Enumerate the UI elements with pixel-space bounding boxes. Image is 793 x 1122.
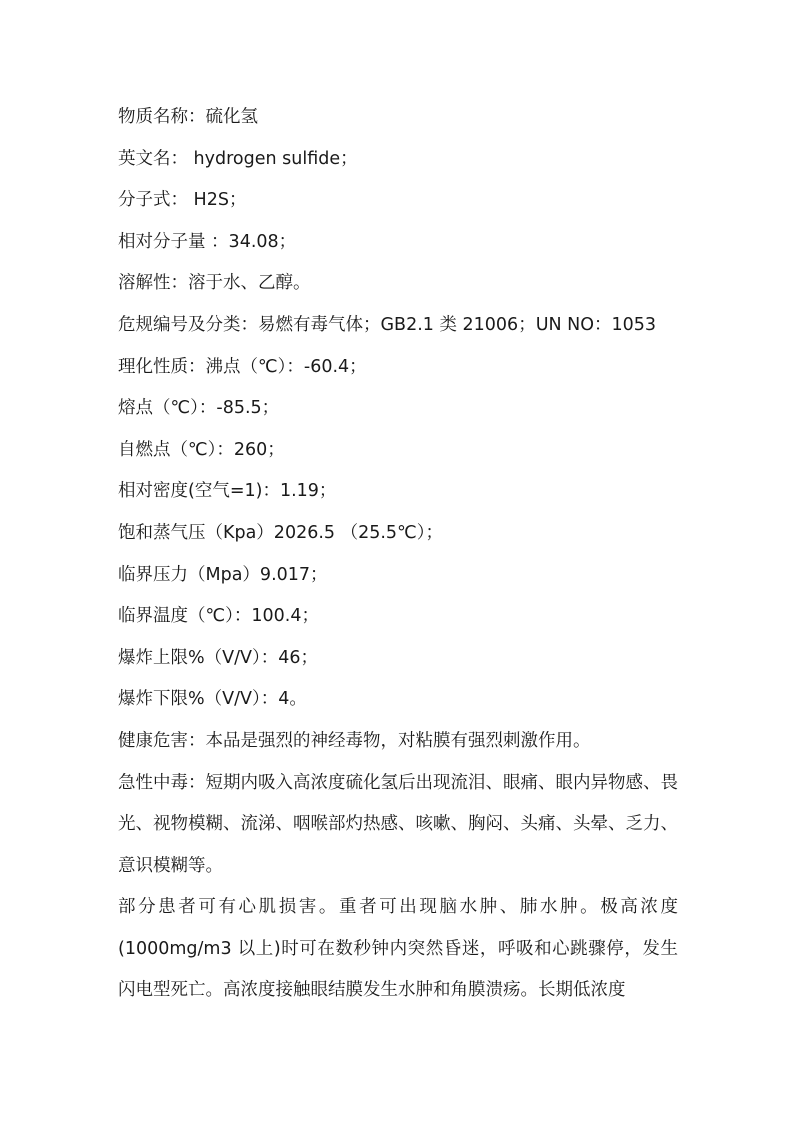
health-hazard-line: 健康危害：本品是强烈的神经毒物，对粘膜有强烈刺激作用。 (118, 730, 591, 751)
english-name-line: 英文名： hydrogen sulfide； (118, 148, 358, 169)
acute-poisoning-paragraph: 急性中毒：短期内吸入高浓度硫化氢后出现流泪、眼痛、眼内异物感、畏光、视物模糊、流涕、咽喉部灼热感、咳嗽、胸闷、头痛、头晕、乏力、意识模糊等。 (118, 772, 678, 876)
solubility-line: 溶解性：溶于水、乙醇。 (118, 273, 311, 294)
lower-explosion-limit-line: 爆炸下限%（V/V）：4。 (118, 689, 307, 710)
relative-density-line: 相对密度(空气=1)：1.19； (118, 481, 337, 502)
melting-point-line: 熔点（℃）：-85.5； (118, 398, 280, 419)
boiling-point-line: 理化性质：沸点（℃）：-60.4； (118, 356, 367, 377)
molecular-weight-line: 相对分子量 ：34.08； (118, 231, 297, 252)
substance-name-line: 物质名称：硫化氢 (118, 107, 258, 127)
severe-effects-paragraph: 部分患者可有心肌损害。重者可出现脑水肿、肺水肿。极高浓度(1000mg/m3 以上)时可在数秒钟内突然昏迷，呼吸和心跳骤停，发生闪电型死亡。高浓度接触眼结膜发生水肿和角膜溃疡。长期低浓度 (118, 897, 678, 1001)
molecular-formula-line: 分子式： H2S； (118, 190, 247, 211)
document-body (118, 97, 678, 1012)
autoignition-point-line: 自燃点（℃）：260； (118, 439, 285, 460)
vapor-pressure-line: 饱和蒸气压（Kpa）2026.5 （25.5℃）； (118, 522, 443, 543)
critical-pressure-line: 临界压力（Mpa）9.017； (118, 564, 328, 585)
hazard-classification-line: 危规编号及分类：易燃有毒气体；GB2.1 类 21006；UN NO：1053 (118, 314, 657, 335)
critical-temperature-line: 临界温度（℃）：100.4； (118, 606, 320, 627)
upper-explosion-limit-line: 爆炸上限%（V/V）：46； (118, 647, 318, 668)
